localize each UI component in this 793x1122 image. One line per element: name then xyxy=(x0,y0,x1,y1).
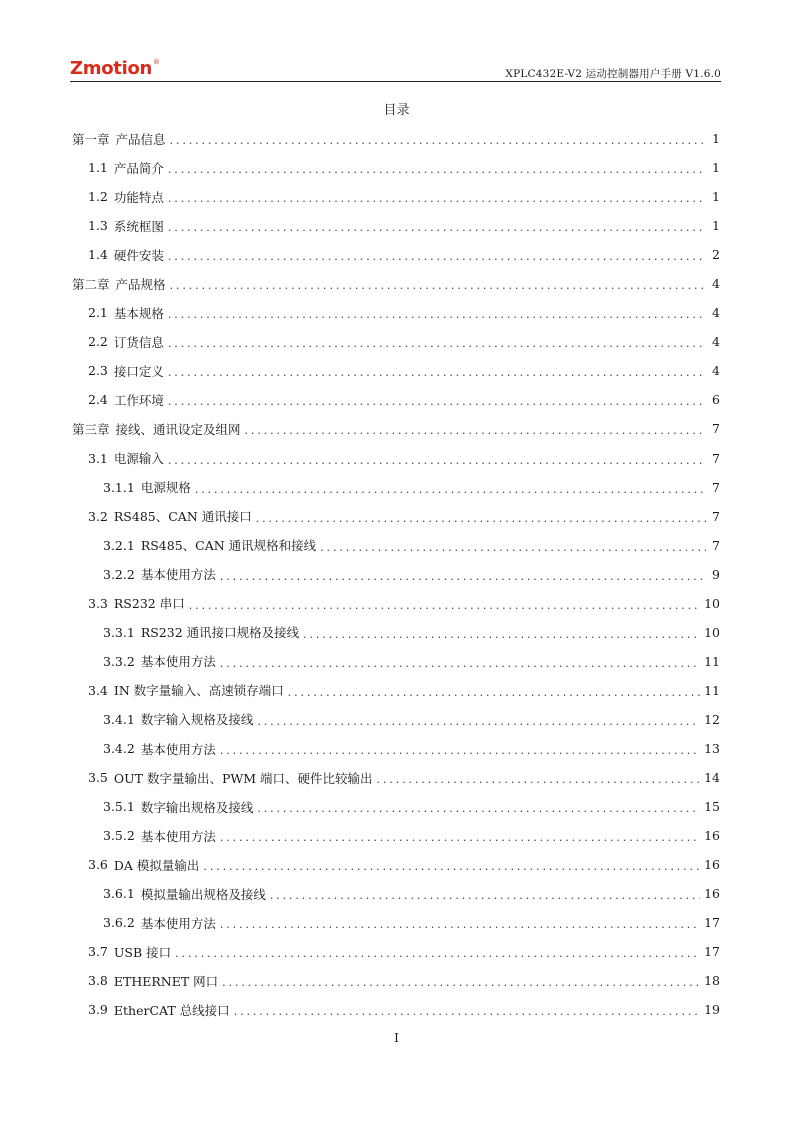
toc-entry-title: 硬件安装 xyxy=(113,247,164,263)
toc-entry[interactable] xyxy=(72,444,720,473)
header-divider xyxy=(70,81,721,82)
toc-entry-title: 基本使用方法 xyxy=(140,915,216,931)
toc-entry[interactable] xyxy=(72,908,720,937)
toc-entry-page: 17 xyxy=(704,944,720,960)
toc-entry-number: 3.3 xyxy=(88,595,108,611)
toc-entry-page: 9 xyxy=(712,566,720,582)
toc-entry[interactable] xyxy=(72,937,720,966)
toc-entry-page: 4 xyxy=(712,334,720,350)
toc-entry-number: 3.6.1 xyxy=(103,886,135,902)
toc-entry-title: 基本使用方法 xyxy=(140,741,216,757)
toc-entry-title: 系统框图 xyxy=(113,218,164,234)
toc-entry-title: IN 数字量输入、高速锁存端口 xyxy=(113,683,284,699)
toc-dot-leader xyxy=(220,657,700,670)
toc-entry-page: 1 xyxy=(712,218,720,234)
document-title: XPLC432E-V2 运动控制器用户手册 V1.6.0 xyxy=(505,68,721,80)
toc-entry-page: 12 xyxy=(704,711,720,727)
toc-dot-leader xyxy=(168,395,706,408)
toc-entry-page: 18 xyxy=(704,973,720,989)
toc-entry[interactable] xyxy=(72,211,720,240)
toc-entry-number: 3.2.1 xyxy=(103,537,135,553)
toc-dot-leader xyxy=(245,424,706,437)
toc-dot-leader xyxy=(234,1005,700,1018)
toc-dot-leader xyxy=(168,337,706,350)
toc-entry[interactable] xyxy=(72,676,720,705)
toc-entry-page: 16 xyxy=(704,857,720,873)
toc-dot-leader xyxy=(168,308,706,321)
toc-entry-title: RS485、CAN 通讯接口 xyxy=(113,509,252,525)
toc-entry-title: 基本规格 xyxy=(113,305,164,321)
toc-entry-page: 6 xyxy=(712,392,720,408)
toc-entry-number: 3.1 xyxy=(88,450,108,466)
toc-entry-number: 3.5.1 xyxy=(103,799,135,815)
toc-dot-leader xyxy=(256,512,706,525)
toc-dot-leader xyxy=(220,831,700,844)
toc-entry[interactable] xyxy=(72,153,720,182)
toc-entry-number: 3.3.2 xyxy=(103,653,135,669)
toc-dot-leader xyxy=(257,715,700,728)
registered-mark: ® xyxy=(153,58,160,66)
toc-entry[interactable] xyxy=(72,966,720,995)
toc-dot-leader xyxy=(189,599,700,612)
toc-dot-leader xyxy=(168,250,706,263)
toc-entry-title: 工作环境 xyxy=(113,392,164,408)
toc-entry-title: USB 接口 xyxy=(113,944,172,960)
toc-entry-title: 接口定义 xyxy=(113,363,164,379)
toc-entry-page: 1 xyxy=(712,189,720,205)
toc-entry-title: DA 模拟量输出 xyxy=(113,857,200,873)
toc-entry-page: 4 xyxy=(712,276,720,292)
toc-entry-number: 3.4 xyxy=(88,682,108,698)
toc-entry[interactable] xyxy=(72,879,720,908)
toc-entry-number: 2.3 xyxy=(88,363,108,379)
toc-entry-page: 15 xyxy=(704,799,720,815)
toc-entry-number: 3.3.1 xyxy=(103,624,135,640)
toc-entry-page: 19 xyxy=(704,1002,720,1018)
toc-dot-leader xyxy=(288,686,700,699)
toc-entry-title: 基本使用方法 xyxy=(140,567,216,583)
toc-dot-leader xyxy=(168,192,706,205)
toc-entry[interactable] xyxy=(72,240,720,269)
toc-entry-title: 订货信息 xyxy=(113,334,164,350)
toc-entry[interactable] xyxy=(72,763,720,792)
toc-entry-number: 第二章 xyxy=(72,276,110,292)
toc-entry-title: 产品信息 xyxy=(115,131,166,147)
toc-entry[interactable] xyxy=(72,647,720,676)
table-of-contents xyxy=(72,124,720,1024)
toc-entry-page: 7 xyxy=(712,479,720,495)
toc-entry-number: 3.9 xyxy=(88,1002,108,1018)
toc-dot-leader xyxy=(320,541,706,554)
toc-entry[interactable] xyxy=(72,502,720,531)
toc-dot-leader xyxy=(168,366,706,379)
toc-entry-page: 17 xyxy=(704,915,720,931)
toc-entry-page: 7 xyxy=(712,508,720,524)
toc-entry[interactable] xyxy=(72,414,720,443)
toc-entry[interactable] xyxy=(72,356,720,385)
toc-entry[interactable] xyxy=(72,792,720,821)
toc-entry-title: ETHERNET 网口 xyxy=(113,973,219,989)
toc-dot-leader xyxy=(168,454,706,467)
toc-dot-leader xyxy=(220,570,706,583)
toc-dot-leader xyxy=(168,163,706,176)
toc-entry-number: 3.7 xyxy=(88,944,108,960)
toc-entry[interactable] xyxy=(72,385,720,414)
toc-entry-number: 1.1 xyxy=(88,160,108,176)
toc-dot-leader xyxy=(195,483,706,496)
toc-entry-page: 14 xyxy=(704,770,720,786)
toc-dot-leader xyxy=(270,889,700,902)
toc-entry-number: 3.4.1 xyxy=(103,711,135,727)
toc-entry-title: OUT 数字量输出、PWM 端口、硬件比较输出 xyxy=(113,770,373,786)
toc-entry-number: 3.8 xyxy=(88,973,108,989)
toc-dot-leader xyxy=(222,976,700,989)
toc-entry[interactable] xyxy=(72,995,720,1024)
toc-entry-page: 16 xyxy=(704,828,720,844)
toc-entry-number: 1.2 xyxy=(88,189,108,205)
logo-text: Zmotion xyxy=(70,58,153,79)
toc-entry-number: 2.2 xyxy=(88,334,108,350)
toc-entry-number: 3.6.2 xyxy=(103,915,135,931)
page-number: I xyxy=(394,1031,399,1045)
toc-entry-page: 7 xyxy=(712,421,720,437)
toc-entry-number: 3.5 xyxy=(88,770,108,786)
toc-entry-page: 7 xyxy=(712,450,720,466)
toc-entry[interactable] xyxy=(72,298,720,327)
toc-entry-title: 产品简介 xyxy=(113,160,164,176)
toc-entry-number: 1.3 xyxy=(88,218,108,234)
toc-entry[interactable] xyxy=(72,589,720,618)
toc-dot-leader xyxy=(170,134,706,147)
toc-dot-leader xyxy=(257,802,700,815)
toc-entry-title: 基本使用方法 xyxy=(140,654,216,670)
toc-entry[interactable] xyxy=(72,734,720,763)
toc-dot-leader xyxy=(220,744,700,757)
toc-entry-title: RS485、CAN 通讯规格和接线 xyxy=(140,538,317,554)
toc-dot-leader xyxy=(203,860,700,873)
toc-entry-page: 2 xyxy=(712,247,720,263)
toc-dot-leader xyxy=(175,947,700,960)
toc-entry-page: 16 xyxy=(704,886,720,902)
toc-entry-page: 10 xyxy=(704,595,720,611)
toc-entry-page: 10 xyxy=(704,624,720,640)
toc-dot-leader xyxy=(168,221,706,234)
toc-entry-number: 3.1.1 xyxy=(103,479,135,495)
toc-entry[interactable] xyxy=(72,269,720,298)
toc-entry-page: 7 xyxy=(712,537,720,553)
toc-entry[interactable] xyxy=(72,850,720,879)
toc-entry-title: 功能特点 xyxy=(113,189,164,205)
zmotion-logo xyxy=(70,58,160,79)
toc-entry[interactable] xyxy=(72,327,720,356)
toc-dot-leader xyxy=(220,918,700,931)
toc-entry-number: 3.6 xyxy=(88,857,108,873)
toc-entry[interactable] xyxy=(72,560,720,589)
toc-entry-page: 1 xyxy=(712,160,720,176)
toc-entry-page: 13 xyxy=(704,741,720,756)
toc-entry-title: 模拟量输出规格及接线 xyxy=(140,886,266,902)
toc-entry-title: 电源规格 xyxy=(140,480,191,496)
toc-entry[interactable] xyxy=(72,705,720,734)
toc-entry-number: 1.4 xyxy=(88,247,108,263)
toc-entry-number: 3.5.2 xyxy=(103,828,135,844)
toc-entry-title: 数字输入规格及接线 xyxy=(140,712,254,728)
toc-entry-number: 3.2 xyxy=(88,508,108,524)
toc-heading: 目录 xyxy=(383,103,410,118)
toc-entry-title: RS232 串口 xyxy=(113,596,185,612)
toc-entry-title: 基本使用方法 xyxy=(140,828,216,844)
toc-entry-number: 第一章 xyxy=(72,131,110,147)
toc-entry-number: 第三章 xyxy=(72,421,110,437)
toc-entry-number: 3.2.2 xyxy=(103,566,135,582)
toc-entry-number: 2.4 xyxy=(88,392,108,408)
toc-entry[interactable] xyxy=(72,821,720,850)
toc-entry-title: 产品规格 xyxy=(115,276,166,292)
toc-dot-leader xyxy=(377,773,701,786)
toc-entry[interactable] xyxy=(72,182,720,211)
toc-entry[interactable] xyxy=(72,618,720,647)
toc-entry-number: 3.4.2 xyxy=(103,741,135,756)
toc-entry-title: 数字输出规格及接线 xyxy=(140,799,254,815)
toc-entry[interactable] xyxy=(72,473,720,502)
toc-entry-title: 电源输入 xyxy=(113,451,164,467)
toc-entry-title: 接线、通讯设定及组网 xyxy=(115,421,241,437)
toc-dot-leader xyxy=(170,279,706,292)
toc-entry-page: 1 xyxy=(712,131,720,147)
toc-dot-leader xyxy=(303,628,700,641)
toc-entry-number: 2.1 xyxy=(88,305,108,321)
toc-entry-page: 4 xyxy=(712,363,720,379)
toc-entry-page: 11 xyxy=(704,682,720,698)
toc-entry[interactable] xyxy=(72,531,720,560)
toc-entry-title: RS232 通讯接口规格及接线 xyxy=(140,625,300,641)
toc-entry-page: 11 xyxy=(704,653,720,669)
toc-entry-page: 4 xyxy=(712,305,720,321)
toc-entry-title: EtherCAT 总线接口 xyxy=(113,1002,230,1018)
toc-entry[interactable] xyxy=(72,124,720,153)
